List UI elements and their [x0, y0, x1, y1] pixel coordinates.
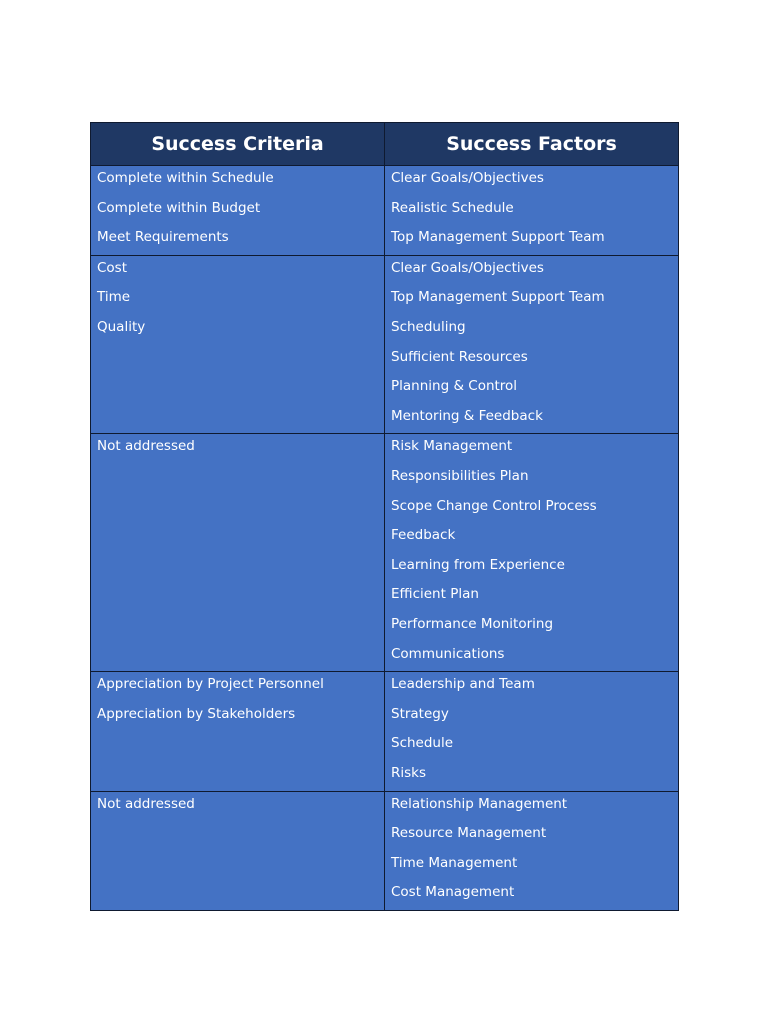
- criteria-item: Complete within Schedule: [97, 170, 274, 186]
- factor-item: Clear Goals/Objectives: [391, 259, 544, 276]
- table-row: [91, 672, 679, 791]
- criteria-cell: [91, 434, 385, 672]
- criteria-cell: [91, 791, 385, 910]
- header-row: [91, 123, 679, 166]
- factor-item: Sufficient Resources: [391, 348, 528, 365]
- factors-cell: [385, 672, 679, 791]
- factors-cell: [385, 434, 679, 672]
- criteria-item: Meet Requirements: [97, 229, 229, 246]
- factor-item: Schedule: [391, 735, 454, 752]
- factor-item: Cost Management: [391, 884, 515, 901]
- factor-item: Strategy: [391, 705, 449, 722]
- criteria-item: Appreciation by Stakeholders: [97, 705, 296, 722]
- criteria-item: Quality: [97, 318, 146, 335]
- factor-item: Leadership and Team: [391, 676, 535, 693]
- factors-cell: [385, 255, 679, 434]
- factor-item: Learning from Experience: [391, 556, 565, 573]
- factor-item: Risk Management: [391, 438, 513, 455]
- criteria-item: Appreciation by Project Personnel: [97, 676, 324, 693]
- table-row: [91, 255, 679, 434]
- factors-cell: [385, 791, 679, 910]
- header-success-criteria: Success Criteria: [91, 123, 385, 166]
- factor-item: Scope Change Control Process: [391, 497, 597, 514]
- criteria-item: Complete within Budget: [97, 199, 261, 216]
- table-row: [91, 166, 679, 256]
- criteria-cell: [91, 255, 385, 434]
- criteria-item: Not addressed: [97, 795, 195, 812]
- factor-item: Time Management: [391, 854, 518, 871]
- criteria-cell: [91, 672, 385, 791]
- factor-item: Responsibilities Plan: [391, 467, 529, 484]
- factor-item: Top Management Support Team: [391, 229, 605, 246]
- factor-item: Realistic Schedule: [391, 199, 514, 216]
- header-success-factors: Success Factors: [385, 123, 679, 166]
- factor-item: Communications: [391, 645, 505, 662]
- factor-item: Feedback: [391, 527, 456, 544]
- table-row: [91, 791, 679, 910]
- criteria-item: Not addressed: [97, 438, 195, 455]
- criteria-cell: [91, 166, 385, 256]
- factor-item: Resource Management: [391, 825, 547, 842]
- factor-item: Clear Goals/Objectives: [391, 170, 544, 186]
- factor-item: Scheduling: [391, 318, 466, 335]
- success-table: [90, 122, 679, 911]
- table-body: [91, 166, 679, 911]
- factor-item: Risks: [391, 764, 427, 781]
- table-row: [91, 434, 679, 672]
- factor-item: Relationship Management: [391, 795, 568, 812]
- factor-item: Efficient Plan: [391, 586, 479, 603]
- criteria-item: Cost: [97, 259, 128, 276]
- factor-item: Mentoring & Feedback: [391, 407, 543, 424]
- factors-cell: [385, 166, 679, 256]
- factor-item: Performance Monitoring: [391, 615, 554, 632]
- factor-item: Top Management Support Team: [391, 289, 605, 306]
- criteria-item: Time: [97, 289, 131, 306]
- factor-item: Planning & Control: [391, 378, 518, 395]
